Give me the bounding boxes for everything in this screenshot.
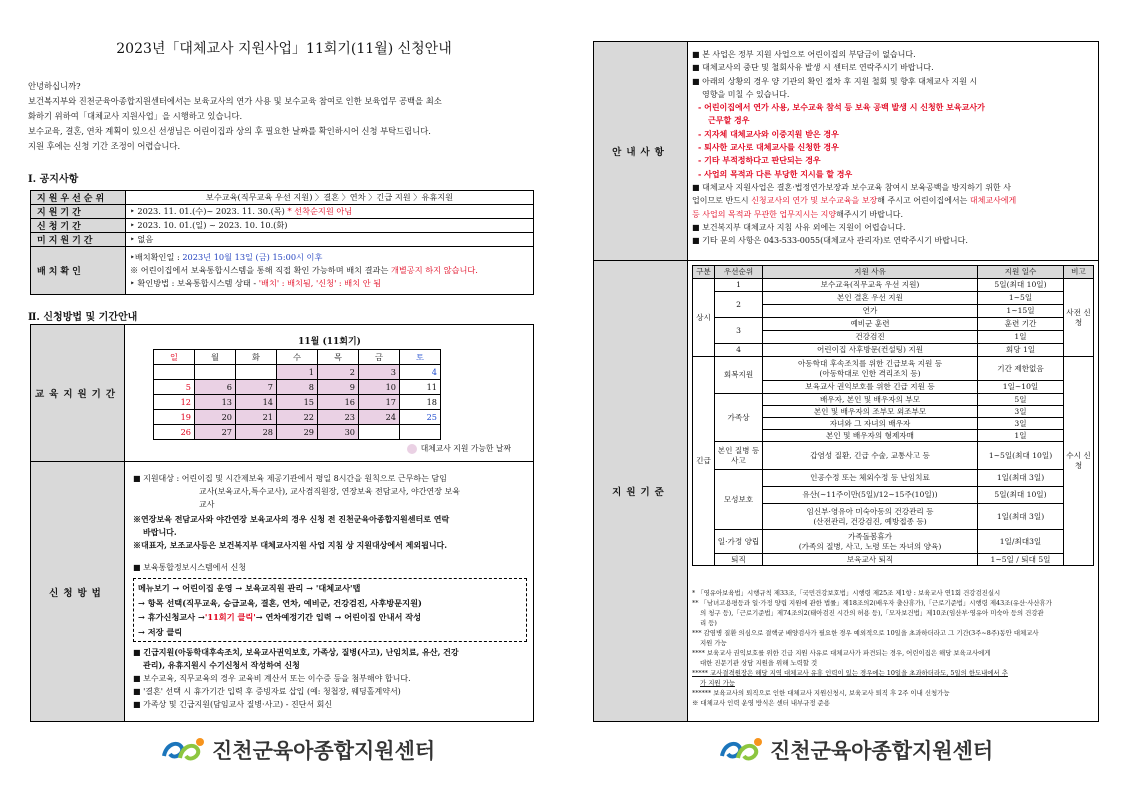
notice-line: ■ 대체교사 지원사업은 결혼·법정연가보장과 보수교육 참여시 보육공백을 방지하기 위한 사	[692, 182, 1011, 192]
reason-cell: 인공수정 또는 체외수정 등 난임치료	[763, 470, 978, 487]
cal-day: 23	[318, 410, 359, 425]
intro-line: 지원 후에는 신청 기간 조정이 어렵습니다.	[28, 141, 181, 151]
days-cell: 1일~10일	[978, 381, 1064, 394]
cal-day	[400, 425, 441, 440]
label-no-support-period: 미지원기간	[31, 233, 126, 247]
cal-day: 21	[236, 410, 277, 425]
notice-line	[692, 208, 1092, 221]
no-support-value: ‣ 없음	[126, 233, 534, 247]
cal-day: 6	[195, 380, 236, 395]
category-recover: 회복지원	[715, 357, 763, 394]
apply-line: 교사	[199, 500, 215, 509]
cal-day: 12	[154, 395, 195, 410]
cal-head-fri: 금	[359, 350, 400, 365]
label-criteria: 지원기준	[594, 261, 688, 721]
th-category: 구분	[693, 266, 715, 279]
cal-head-wed: 수	[277, 350, 318, 365]
days-cell: 회당 1일	[978, 344, 1064, 357]
cal-head-thu: 목	[318, 350, 359, 365]
reason-cell: 어린이집 사후방문(컨설팅) 지원	[763, 344, 978, 357]
cal-day: 30	[318, 425, 359, 440]
reason-cell: 본인 결혼 우선 지원	[763, 292, 978, 305]
cal-day: 20	[195, 410, 236, 425]
apply-line: ■ 지원대상 : 어린이집 및 시간제보육 제공기관에서 평일 8시간을 원칙으로 근무하는 담임	[133, 474, 447, 483]
placement-date	[130, 251, 529, 264]
category-retire: 퇴직	[715, 554, 763, 566]
calendar-title: 11월 (11회기)	[298, 337, 361, 347]
intro-line: 보수교육, 결혼, 연차 계획이 있으신 선생님은 어린이집과 상의 후 필요한 날짜를 확인하시어 신청 부탁드립니다.	[28, 126, 431, 136]
days-cell: 3일	[978, 418, 1064, 430]
placement-method	[130, 277, 529, 290]
reason-cell: 자녀와 그 자녀의 배우자	[763, 418, 978, 430]
step-text: → 휴가신청교사 →	[138, 612, 205, 622]
label-placement-check: 배치확인	[31, 247, 126, 295]
logo-mark-icon	[160, 736, 206, 764]
cal-day: 4	[400, 365, 441, 380]
cal-day: 29	[277, 425, 318, 440]
apply-line: 교사(보육교사,특수교사), 교사겸직원장, 연장보육 전담교사, 야간연장 보육	[199, 487, 460, 496]
footnote: 가 지원 가능	[700, 679, 735, 687]
footnote: 지원 가능	[700, 639, 727, 647]
cal-head-tue: 화	[236, 350, 277, 365]
reason-text: 가족돌봄휴가	[847, 531, 892, 541]
cal-day: 22	[277, 410, 318, 425]
cal-day	[236, 365, 277, 380]
days-cell: 1일/최대3일	[978, 530, 1064, 554]
days-cell: 1일	[978, 331, 1064, 344]
cal-day: 9	[318, 380, 359, 395]
footnote: ※ 대체교사 인력 운영 방식은 센터 내부규정 준용	[692, 699, 830, 707]
criteria-table	[692, 265, 1094, 566]
days-cell: 5일(최대 10일)	[978, 487, 1064, 504]
footnote: 의 청구 등),「근로기준법」제74조의2(태아검진 시간의 허용 등),「모자보건법」제10조(임산부·영유아 미숙아 등의 건강관	[700, 609, 1044, 617]
apply-line: ■ 보수교육, 직무교육의 경우 교육비 계산서 또는 이수증 등을 첨부해야 합니다.	[133, 674, 411, 683]
notice-line: ■ 기타 문의 사항은 043-533-0055(대체교사 관리자)로 연락주시기 바랍니다.	[692, 236, 968, 246]
intro-line: 보건복지부와 진천군육아종합지원센터에서는 보육교사의 연가 사용 및 보수교육 참여로 인한 보육업무 공백을 최소	[28, 96, 442, 106]
group-urgent: 긴급	[693, 357, 715, 566]
days-cell: 3일	[978, 406, 1064, 418]
reason-cell: 예비군 훈련	[763, 318, 978, 331]
days-cell: 1~5일 / 퇴대 5일	[978, 554, 1064, 566]
footnote: ***** 교사결격원장은 해당 지역 대체교사 유휴 인력이 있는 경우에는 10일을 초과하더라도, 5일의 한도내에서 추	[692, 669, 1008, 677]
reason-cell: 본인 및 배우자의 조부모 외조부모	[763, 406, 978, 418]
support-period-text: ‣ 2023. 11. 01.(수)~ 2023. 11. 30.(목)	[130, 206, 285, 216]
days-cell: 훈련 기간	[978, 318, 1064, 331]
placement-method-red: '배치' : 배치됨, '신청' : 배치 안 됨	[258, 278, 382, 288]
label-priority: 지원우선순위	[31, 191, 126, 205]
apply-line: ■ 가족상 및 긴급지원(담임교사 질병·사고) - 진단서 회신	[133, 700, 333, 709]
th-note: 비고	[1064, 266, 1094, 279]
apply-line: ■ '결혼' 선택 시 휴가기간 입력 후 증빙자료 삽입 (예: 청첩장, 웨딩홀계약서)	[133, 687, 401, 696]
apply-content	[133, 472, 527, 711]
section-heading-method: Ⅱ. 신청방법 및 기간안내	[28, 312, 138, 323]
cal-day: 27	[195, 425, 236, 440]
cal-day: 26	[154, 425, 195, 440]
footnotes	[692, 588, 1094, 708]
days-cell: 1일	[978, 430, 1064, 442]
th-days: 지원 일수	[978, 266, 1064, 279]
reason-text: (가족의 질병, 사고, 노령 또는 자녀의 양육)	[798, 541, 942, 551]
footnote: * 「영유아보육법」시행규칙 제33조,「국민건강보호법」시행령 제25조 제1항 : 보육교사 연1회 건강검진실시	[692, 589, 1001, 597]
days-cell: 1일(최대 3일)	[978, 470, 1064, 487]
cal-day: 28	[236, 425, 277, 440]
reason-cell: 연가	[763, 305, 978, 318]
reason-cell: 배우자, 본인 및 배우자의 부모	[763, 394, 978, 406]
label-apply-period: 신청기간	[31, 219, 126, 233]
cal-day: 1	[277, 365, 318, 380]
apply-line: 관리), 유휴지원시 수기신청서 작성하여 신청	[143, 660, 300, 670]
footnote: 대한 진문기관 상담 지원을 위해 노력할 것	[700, 659, 818, 667]
notice-content	[692, 48, 1092, 247]
reason-text: 아동학대 후속조치를 위한 긴급보육 지원 등	[797, 358, 943, 368]
legend-dot-icon	[407, 444, 417, 454]
priority-cell: 4	[715, 344, 763, 357]
calendar-legend	[407, 443, 511, 454]
apply-line: 바랍니다.	[143, 527, 177, 537]
cal-day: 10	[359, 380, 400, 395]
cal-day: 24	[359, 410, 400, 425]
category-work-family: 일·가정 양립	[715, 530, 763, 554]
notice-line: 영향을 미칠 수 있습니다.	[702, 89, 790, 99]
cal-day: 8	[277, 380, 318, 395]
footnote: 리 등)	[700, 619, 717, 627]
notice-line: ■ 보건복지부 대체교사 지침 사유 외에는 지원이 어렵습니다.	[692, 222, 906, 232]
note-urgent: 수시 신청	[1064, 357, 1094, 566]
notice-box	[593, 41, 1099, 261]
apply-box	[30, 461, 534, 722]
cal-day: 5	[154, 380, 195, 395]
days-cell: 1~15일	[978, 305, 1064, 318]
withdraw-reason: - 기타 부적정하다고 판단되는 경우	[698, 155, 821, 166]
reason-cell: 보육교사 퇴직	[763, 554, 978, 566]
label-education-period: 교육지원기간	[31, 325, 125, 461]
cal-head-mon: 월	[195, 350, 236, 365]
notice-line: ■ 대체교사의 중단 및 철회사유 발생 시 센터로 연락주시기 바랍니다.	[692, 63, 934, 73]
calendar	[153, 349, 441, 440]
cal-day: 17	[359, 395, 400, 410]
notice-text: 해 주시고 어린이집에서는	[877, 196, 970, 206]
cal-day: 19	[154, 410, 195, 425]
cal-day: 11	[400, 380, 441, 395]
reason-text: 임신부·영유아 미숙아동의 건강관리 등	[806, 506, 934, 516]
first-come-note: * 선착순지원 아님	[287, 206, 353, 216]
section-heading-notice: Ⅰ. 공지사항	[28, 174, 79, 185]
priority-cell: 2	[715, 292, 763, 318]
logo-text: 진천군육아종합지원센터	[212, 739, 436, 763]
step-line	[138, 610, 522, 625]
days-cell: 기간 제한없음	[978, 357, 1064, 381]
cal-day: 25	[400, 410, 441, 425]
notice-line	[692, 194, 1092, 207]
apply-line: ※연장보육 전담교사와 야간연장 보육교사의 경우 신청 전 진천군육아종합지원센터로 연락	[133, 514, 450, 524]
cal-day	[359, 425, 400, 440]
category-sick: 본인 질병 등 사고	[715, 442, 763, 470]
footnote: ** 「남녀고용평등과 일·가정 양립 지원에 관한 법률」제18조의2(배우자 출산휴가),「근로기준법」시행령 제43조(유산·사산휴가	[692, 599, 1052, 607]
legend-text: 대체교사 지원 가능한 날짜	[420, 444, 511, 453]
notice-line: ■ 본 사업은 정부 지원 사업으로 어린이집의 부담금이 없습니다.	[692, 50, 916, 59]
step-red: '11회기 클릭'	[204, 612, 256, 622]
category-family: 가족상	[715, 394, 763, 442]
label-support-period: 지원기간	[31, 205, 126, 219]
notice-text: 업이므로 반드시	[692, 196, 752, 206]
note-regular: 사전 신청	[1064, 279, 1094, 357]
apply-line: ■ 보육통합정보시스템에서 신청	[133, 563, 247, 572]
reason-cell: 보수교육(직무교육 우선 지원)	[763, 279, 978, 292]
priority-value: 보수교육(직무교육 우선 지원) 〉결혼 〉연차 〉긴급 지원 〉유휴지원	[126, 191, 534, 205]
cal-day: 3	[359, 365, 400, 380]
cal-day: 2	[318, 365, 359, 380]
group-regular: 상시	[693, 279, 715, 357]
cal-day: 13	[195, 395, 236, 410]
cal-head-sun: 일	[154, 350, 195, 365]
cal-head-sat: 토	[400, 350, 441, 365]
cal-day: 7	[236, 380, 277, 395]
label-apply-method: 신청방법	[31, 462, 125, 721]
footnote: **** 보육교사 권익보호를 위한 긴급 지원 사유로 대체교사가 파견되는 경우, 어린이집은 해당 보육교사에게	[692, 649, 991, 657]
reason-cell: 유산(~11주이만(5일)/12~15주(10일))	[763, 487, 978, 504]
logo-mark-icon	[718, 736, 764, 764]
placement-note	[130, 264, 529, 277]
days-cell: 5일(최대 10일)	[978, 279, 1064, 292]
cal-day: 14	[236, 395, 277, 410]
page-title: 2023년「대체교사 지원사업」11회기(11월) 신청안내	[116, 41, 452, 57]
notice-text: 해주시기 바랍니다.	[836, 209, 904, 219]
withdraw-reason: - 지자체 대체교사와 이중지원 받은 경우	[698, 128, 839, 139]
notice-red: 등 사업의 목적과 무관한 업무지시는 지양	[692, 209, 837, 219]
apply-line: ■ 긴급지원(아동학대후속조치, 보육교사권익보호, 가족상, 질병(사고), 난임치료, 유산, 건강	[133, 647, 459, 657]
intro-text	[28, 79, 540, 154]
cal-day: 15	[277, 395, 318, 410]
category-maternity: 모성보호	[715, 470, 763, 530]
withdraw-reason: 근무할 경우	[708, 115, 750, 126]
logo-text: 진천군육아종합지원센터	[770, 739, 994, 763]
cal-day	[154, 365, 195, 380]
center-logo-left	[160, 735, 435, 765]
withdraw-reason: - 사업의 목적과 다른 부당한 지시를 할 경우	[698, 168, 853, 179]
placement-date-label: ‣배치확인일 :	[130, 252, 183, 262]
period-box	[30, 324, 534, 462]
center-logo-right	[718, 735, 993, 765]
withdraw-reason: - 어린이집에서 연가 사용, 보수교육 참석 등 보육 공백 발생 시 신청한 보육교사가	[698, 102, 985, 113]
notice-line: ■ 아래의 상황의 경우 양 기관의 확인 절차 후 지원 철회 및 향후 대체교사 지원 시	[692, 76, 978, 86]
days-cell: 1일(최대 3일)	[978, 504, 1064, 530]
reason-cell	[763, 504, 978, 530]
placement-date-text: 2023년 10월 13일 (금) 15:00시 이후	[182, 252, 323, 262]
withdraw-reason: - 퇴사한 교사로 대체교사를 신청한 경우	[698, 142, 839, 153]
notice-table	[30, 190, 534, 295]
support-period-value	[126, 205, 534, 219]
reason-cell: 보육교사 권익보호를 위한 긴급 지원 등	[763, 381, 978, 394]
apply-line: ※대표자, 보조교사등은 보건복지부 대체교사지원 사업 지침 상 지원대상에서 제외됩니다.	[133, 540, 448, 550]
step-text: → 연차예정기간 입력 → 어린이집 안내서 작성	[255, 612, 422, 622]
reason-cell: 갑염성 질환, 긴급 수술, 교통사고 등	[763, 442, 978, 470]
reason-text: (산전관리, 건강검진, 예방접종 등)	[813, 516, 927, 526]
apply-steps	[133, 578, 527, 642]
days-cell: 1~5일	[978, 292, 1064, 305]
footnote: *** 감염병 질환 의심으로 결핵균 배양검사가 필요한 경우 예외적으로 10일을 초과하더라고 그 기간(3주~8주)동안 대체교사	[692, 629, 1039, 637]
cal-day: 16	[318, 395, 359, 410]
days-cell: 5일	[978, 394, 1064, 406]
notice-red: 신청교사의 연가 및 보수교육을 보장	[751, 196, 878, 206]
notice-red: 대체교사에게	[969, 196, 1017, 206]
priority-cell: 3	[715, 318, 763, 344]
step-line: → 항목 선택(직무교육, 승급교육, 결혼, 연차, 예비군, 건강검진, 사후방문지원)	[138, 597, 422, 608]
intro-line: 안녕하십니까?	[28, 81, 81, 91]
reason-cell	[763, 530, 978, 554]
placement-method-text: ‣ 확인방법 : 보육통합시스템 상태 -	[130, 278, 259, 288]
step-line: 메뉴보기 → 어린이집 운영 → 보육교직원 관리 → '대체교사'탭	[138, 583, 361, 593]
cal-day	[195, 365, 236, 380]
reason-cell: 본인 및 배우자의 형제자매	[763, 430, 978, 442]
th-priority: 우선순위	[715, 266, 763, 279]
reason-text: (아동학대로 인한 격리조치 등)	[819, 368, 921, 378]
placement-check-value	[126, 247, 534, 295]
apply-period-value: ‣ 2023. 10. 01.(일) ~ 2023. 10. 10.(화)	[126, 219, 534, 233]
reason-cell: 건강검진	[763, 331, 978, 344]
th-reason: 지원 사유	[763, 266, 978, 279]
placement-note-text: ※ 어린이집에서 보육통합시스템을 통해 직접 확인 가능하며 배치 결과는	[130, 265, 391, 275]
placement-note-red: 개별공지 하지 않습니다.	[390, 265, 478, 275]
days-cell: 1~5일(최대 10일)	[978, 442, 1064, 470]
criteria-box	[593, 260, 1099, 722]
label-notice: 안내사항	[594, 42, 688, 260]
reason-cell	[763, 357, 978, 381]
footnote: ****** 보육교사의 퇴직으로 인한 대체교사 지원신청시, 보육교사 퇴직 후 2주 이내 신청가능	[692, 689, 950, 697]
priority-cell: 1	[715, 279, 763, 292]
cal-day: 18	[400, 395, 441, 410]
intro-line: 화하기 위하여「대체교사 지원사업」을 시행하고 있습니다.	[28, 111, 243, 121]
step-line: → 저장 클릭	[138, 626, 183, 637]
